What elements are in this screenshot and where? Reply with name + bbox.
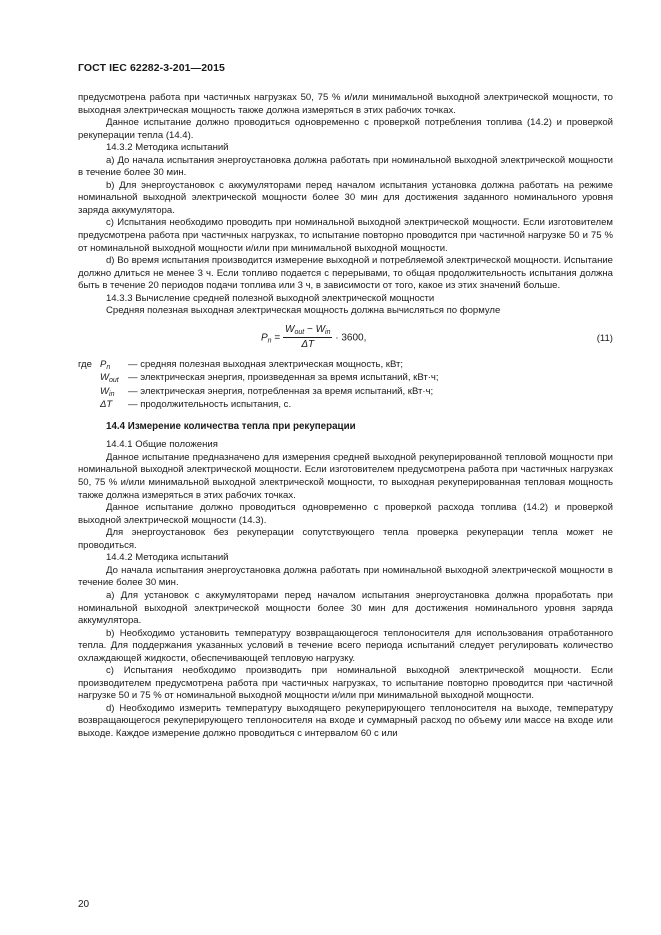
paragraph-group-b	[78, 439, 613, 740]
paragraph: предусмотрена работа при частичных нагрузках 50, 75 % и/или минимальной выходной электрической мощности, то выходная электрическая мощность также должна измеряться в этих рабочих точках.	[78, 92, 613, 116]
paragraph: 14.3.3 Вычисление средней полезной выходной электрической мощности	[106, 292, 435, 304]
symbol-subscript: in	[109, 390, 115, 398]
symbol-subscript: out	[109, 377, 119, 385]
paragraph: Данное испытание должно проводиться одновременно с проверкой расхода топлива (14.2) и проверкой выходной электрической мощности (14.3).	[78, 502, 613, 526]
paragraph: Данное испытание должно проводиться одновременно с проверкой потребления топлива (14.2) и проверкой рекуперации тепла (14.4).	[78, 117, 613, 141]
formula-num-b: W	[315, 323, 326, 335]
paragraph: a) Для установок с аккумуляторами перед началом испытания энергоустановка должна проработать при номинальной выходной электрической мощности более 30 мин для достижения номинального уровня заряда аккумулятора.	[78, 589, 613, 627]
paragraph: d) Необходимо измерить температуру выходящего рекуперирующего теплоносителя на выходе, температуру возвращающегося рекуперирующего теплоносителя на входе и суммарный расход по объему или массе на входе или выходе. Каждое измерение должно проводиться с интервалом 60 с или	[78, 702, 613, 739]
paragraph: b) Для энергоустановок с аккумуляторами перед началом испытания установка должна работать на режиме номинальной выходной электрической мощности более 30 мин для достижения заданного номинального уровня заряда аккумулятора.	[78, 179, 613, 216]
equation-number: (11)	[596, 332, 613, 344]
definition-row	[78, 359, 613, 373]
paragraph: d) Во время испытания производится измерение выходной и потребляемой электрической мощности. Испытание должно длиться не менее 3 ч. Если топливо подается с перерывами, то общая продолжительность испытания должна быть в течение 20 периодов подачи топлива или 3 ч, в зависимости от того, какое из этих значений больше.	[78, 255, 613, 292]
definition-symbol	[100, 399, 128, 412]
paragraph-group-a	[78, 92, 613, 318]
formula-lhs-sub: n	[267, 337, 272, 345]
variable-definitions	[78, 359, 613, 413]
definition-symbol	[100, 386, 128, 399]
paragraph: Средняя полезная выходная электрическая мощность должна вычисляться по формуле	[106, 305, 501, 317]
paragraph: Для энергоустановок без рекуперации сопутствующего тепла проверка рекуперации тепла может не проводиться.	[78, 527, 613, 551]
formula-num-b-sub: in	[325, 328, 331, 336]
formula-numerator	[283, 324, 333, 339]
formula-equals: =	[274, 332, 281, 344]
document-body	[78, 92, 613, 741]
formula-num-a: W	[284, 323, 295, 335]
formula-denominator: ΔT	[301, 339, 315, 351]
definition-text: — продолжительность испытания, с.	[128, 399, 292, 411]
formula-multiplier: · 3600,	[335, 332, 367, 344]
formula-fraction	[283, 324, 333, 352]
symbol-letter: W	[100, 372, 110, 384]
paragraph: До начала испытания энергоустановка должна работать при номинальной выходной электрической мощности в течение более 30 мин.	[78, 564, 613, 589]
definition-symbol	[100, 359, 128, 372]
symbol-subscript: n	[106, 363, 111, 371]
definition-text: — электрическая энергия, произведенная за время испытаний, кВт·ч;	[128, 372, 439, 384]
symbol-letter: W	[100, 385, 110, 397]
definition-row	[78, 386, 613, 400]
paragraph: b) Необходимо установить температуру возвращающегося теплоносителя для использования отработанного тепла. Для поддержания указанных условий в течение всего периода испытаний следует регулировать количество охлаждающей жидкости, обеспечивающей тепловую нагрузку.	[78, 627, 613, 664]
definition-row	[78, 372, 613, 386]
paragraph: 14.4.2 Методика испытаний	[106, 552, 229, 564]
where-label: где	[78, 358, 92, 370]
definition-symbol	[100, 372, 128, 385]
paragraph: c) Испытания необходимо проводить при номинальной выходной электрической мощности. Если изготовителем предусмотрена работа при частичных нагрузках, то испытание повторно проводится при частичной нагрузке 50 и 75 % от номинальной выходной мощности и/или при минимальной выходной мощности.	[78, 217, 613, 254]
definition-text: — электрическая энергия, потребленная за время испытаний, кВт·ч;	[128, 385, 434, 397]
formula-11	[261, 324, 366, 352]
symbol-letter: P	[100, 358, 107, 370]
formula-num-a-sub: out	[294, 328, 305, 336]
document-header: ГОСТ IEC 62282-3-201—2015	[78, 62, 225, 74]
paragraph: Данное испытание предназначено для измерения средней выходной рекуперированной тепловой мощности при номинальной выходной электрической мощности. Если изготовителем предусмотрена работа при частичных нагрузках 50, 75 % и/или минимальной выходной электрической мощности, то выходная рекуперированная тепловая мощность также должна измеряться в этих рабочих точках.	[78, 451, 613, 501]
definition-text: — средняя полезная выходная электрическая мощность, кВт;	[128, 358, 404, 370]
paragraph: c) Испытания необходимо производить при номинальной выходной электрической мощности. Если производителем предусмотрена работа при частичных нагрузках, то испытание повторно проводится при частичной нагрузке 50 и 75 % от номинальной выходной мощности и/или при минимальной выходной мощности.	[78, 665, 613, 702]
paragraph: 14.4.1 Общие положения	[106, 439, 218, 451]
paragraph: a) До начала испытания энергоустановка должна работать при номинальной выходной электрической мощности в течение более 30 мин.	[78, 154, 613, 179]
formula-minus: −	[306, 323, 313, 335]
section-title: 14.4 Измерение количества тепла при рекуперации	[106, 420, 356, 432]
symbol-letter: ΔT	[100, 399, 113, 411]
paragraph: 14.3.2 Методика испытаний	[106, 142, 229, 154]
page-number: 20	[78, 899, 90, 910]
definition-row	[78, 399, 613, 413]
formula-lhs: P	[261, 332, 268, 344]
formula-row	[78, 321, 613, 359]
